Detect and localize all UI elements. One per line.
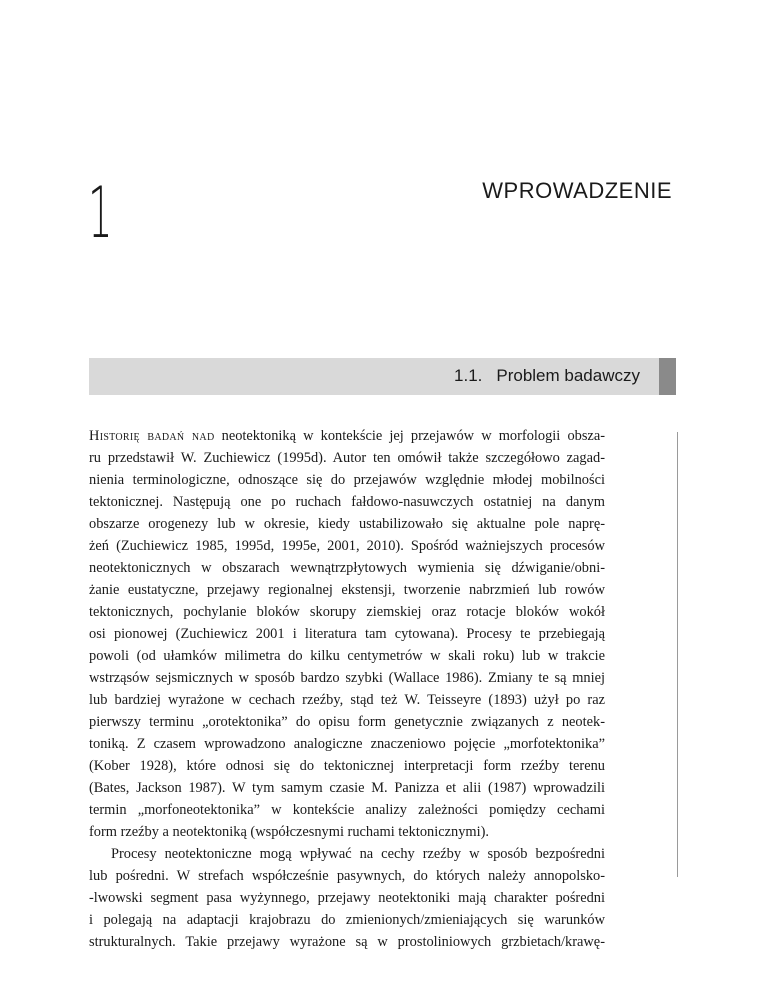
lead-in-small-caps: Historię badań nad: [89, 428, 215, 444]
text-line: i polegają na adaptacji krajobrazu do zmienionych/zmieniających się warunków: [89, 912, 605, 928]
text-line: (Kober 1928), które odnosi się do tektonicznej interpretacji form rzeźby terenu: [89, 758, 605, 774]
text-line: neotektonicznych w obszarach wewnątrzpłytowych wymienia się dźwiganie/obni-: [89, 560, 605, 576]
section-heading: [454, 366, 640, 386]
text-line: tektonicznej. Następują one po ruchach fałdowo-nasuwczych ostatniej na danym: [89, 494, 605, 510]
text-line: lub pośredni. W strefach współcześnie pasywnych, do których należy annopolsko-: [89, 868, 605, 884]
text-line: wstrząsów sejsmicznych w sposób bardzo szybki (Wallace 1986). Zmiany te są mniej: [89, 670, 605, 686]
text-line: obszarze orogenezy lub w okresie, kiedy ustabilizowało się aktualne pole naprę-: [89, 516, 605, 532]
text-line: Historię badań nad neotektoniką w kontekście jej przejawów w morfologii obsza-: [89, 428, 606, 444]
text-line: pierwszy terminu „orotektonika” do opisu form genetycznie związanych z neotek-: [89, 714, 605, 730]
section-number: 1.1.: [454, 366, 483, 385]
section-title: Problem badawczy: [496, 366, 640, 385]
section-bar-accent: [659, 358, 676, 395]
text-line: -lwowski segment pasa wyżynnego, przejawy neotektoniki mają charakter pośredni: [89, 890, 605, 906]
text-line: lub bardziej wyrażone w cechach rzeźby, stąd też W. Teisseyre (1893) użył po raz: [89, 692, 605, 708]
text-line: toniką. Z czasem wprowadzono analogiczne znaczeniowo pojęcie „morfotektonika”: [89, 736, 605, 752]
text-line: termin „morfoneotektonika” w kontekście analizy zależności pomiędzy cechami: [89, 802, 605, 818]
body-text: [89, 425, 605, 953]
chapter-number: 1: [88, 172, 113, 254]
text-line: ru przedstawił W. Zuchiewicz (1995d). Autor ten omówił także szczegółowo zagad-: [89, 450, 605, 466]
text-line: Procesy neotektoniczne mogą wpływać na cechy rzeźby w sposób bezpośredni: [111, 846, 605, 862]
text-line: form rzeźby a neotektoniką (współczesnymi ruchami tektonicznymi).: [89, 824, 490, 840]
chapter-title: WPROWADZENIE: [482, 178, 672, 203]
text-line: (Bates, Jackson 1987). W tym samym czasie M. Panizza et alii (1987) wprowadzili: [89, 780, 605, 796]
text-line: strukturalnych. Takie przejawy wyrażone są w prostoliniowych grzbietach/krawę-: [89, 934, 605, 950]
text-line: nienia terminologiczne, odnoszące się do przejawów względnie młodej mobilności: [89, 472, 605, 488]
text-line: żanie eustatyczne, przejawy regionalnej ekstensji, tworzenie nabrzmień lub rowów: [89, 582, 605, 598]
text-line: tektonicznych, pochylanie bloków skorupy ziemskiej oraz rotacje bloków wokół: [89, 604, 605, 620]
margin-rule: [677, 432, 678, 877]
text-line: powoli (od ułamków milimetra do kilku centymetrów w skali roku) lub w trakcie: [89, 648, 605, 664]
text-line: osi pionowej (Zuchiewicz 2001 i literatura tam cytowana). Procesy te przebiegają: [89, 626, 605, 642]
text-line: żeń (Zuchiewicz 1985, 1995d, 1995e, 2001, 2010). Spośród ważniejszych procesów: [89, 538, 605, 554]
